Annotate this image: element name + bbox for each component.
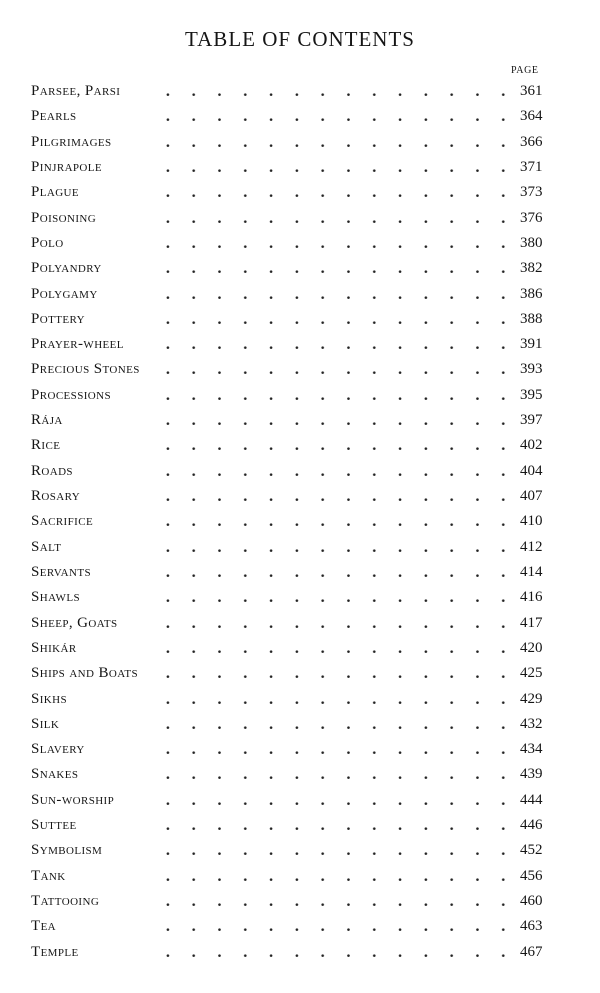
- toc-entry: [0, 459, 600, 484]
- dot-leader: [155, 130, 516, 155]
- toc-entry-page-number: 373: [520, 184, 543, 201]
- toc-entry-page-number: 388: [520, 310, 543, 327]
- toc-entry-page-number: 456: [520, 867, 543, 884]
- toc-entry: [0, 585, 600, 610]
- toc-entry-title: Sikhs: [31, 690, 68, 707]
- dot-leader: [155, 762, 516, 787]
- toc-entry: [0, 307, 600, 332]
- toc-entry-title: Sacrifice: [31, 513, 94, 530]
- toc-entry-page-number: 407: [520, 488, 543, 504]
- toc-entry-title: Rája: [31, 412, 63, 429]
- toc-entry-title: Silk: [31, 715, 60, 732]
- toc-entry-title: Prayer-wheel: [31, 336, 124, 353]
- toc-entry: [0, 79, 600, 104]
- toc-entry: [0, 687, 600, 712]
- toc-entry-page-number: 414: [520, 563, 543, 580]
- toc-entry: [0, 864, 600, 889]
- toc-entry: [0, 737, 600, 762]
- toc-entry-title: Roads: [31, 462, 73, 479]
- dot-leader: [155, 712, 516, 737]
- toc-entry-page-number: 446: [520, 817, 543, 834]
- dot-leader: [155, 307, 516, 332]
- toc-entry-page-number: 432: [520, 715, 543, 732]
- toc-entry-title: Precious Stones: [31, 361, 140, 378]
- toc-entry-page-number: 420: [520, 639, 543, 656]
- dot-leader: [155, 585, 516, 610]
- toc-entry: [0, 535, 600, 560]
- toc-entry-page-number: 463: [520, 918, 543, 935]
- toc-entry: [0, 762, 600, 787]
- toc-entry-title: Rice: [31, 437, 61, 454]
- toc-entry: [0, 611, 600, 636]
- dot-leader: [155, 560, 516, 585]
- toc-entry-page-number: 439: [520, 766, 543, 783]
- page-title: TABLE OF CONTENTS: [185, 27, 415, 51]
- dot-leader: [155, 864, 516, 889]
- toc-entry-title: Parsee, Parsi: [31, 83, 121, 99]
- toc-entry-title: Tattooing: [31, 893, 100, 909]
- dot-leader: [155, 231, 516, 256]
- dot-leader: [155, 636, 516, 661]
- page-column-header: PAGE: [511, 65, 539, 76]
- toc-entry-page-number: 402: [520, 437, 543, 454]
- toc-entry-page-number: 371: [520, 158, 543, 175]
- dot-leader: [155, 889, 516, 914]
- dot-leader: [155, 838, 516, 863]
- toc-entry: [0, 712, 600, 737]
- toc-entry-page-number: 412: [520, 538, 543, 555]
- dot-leader: [155, 611, 516, 636]
- toc-entry-page-number: 429: [520, 690, 543, 707]
- toc-entry-title: Shikár: [31, 639, 77, 656]
- dot-leader: [155, 788, 516, 813]
- toc-entry: [0, 484, 600, 509]
- toc-entry: [0, 180, 600, 205]
- toc-entry-page-number: 395: [520, 386, 543, 403]
- dot-leader: [155, 535, 516, 560]
- toc-entry-title: Pearls: [31, 108, 77, 125]
- toc-entry-title: Slavery: [31, 741, 85, 758]
- toc-entry: [0, 332, 600, 357]
- toc-entry: [0, 383, 600, 408]
- toc-entry: [0, 206, 600, 231]
- toc-entry: [0, 256, 600, 281]
- dot-leader: [155, 737, 516, 762]
- toc-entry: [0, 560, 600, 585]
- toc-entry-page-number: 393: [520, 361, 543, 378]
- toc-entry-title: Pinjrapole: [31, 158, 103, 175]
- toc-entry: [0, 282, 600, 307]
- toc-entry: [0, 433, 600, 458]
- dot-leader: [155, 687, 516, 712]
- dot-leader: [155, 332, 516, 357]
- dot-leader: [155, 914, 516, 939]
- dot-leader: [155, 206, 516, 231]
- toc-entry-title: Rosary: [31, 488, 81, 504]
- toc-list: [0, 79, 600, 965]
- toc-entry-title: Poisoning: [31, 209, 97, 226]
- toc-entry-title: Salt: [31, 538, 62, 555]
- toc-entry-page-number: 460: [520, 893, 543, 909]
- dot-leader: [155, 104, 516, 129]
- dot-leader: [155, 484, 516, 509]
- toc-entry-title: Pilgrimages: [31, 133, 112, 150]
- toc-entry-page-number: 382: [520, 260, 543, 277]
- toc-entry: [0, 104, 600, 129]
- dot-leader: [155, 383, 516, 408]
- dot-leader: [155, 256, 516, 281]
- dot-leader: [155, 459, 516, 484]
- toc-entry-page-number: 452: [520, 842, 543, 859]
- toc-entry-page-number: 417: [520, 614, 543, 631]
- toc-entry-page-number: 364: [520, 108, 543, 125]
- toc-entry-title: Sheep, Goats: [31, 614, 118, 631]
- dot-leader: [155, 282, 516, 307]
- toc-entry-page-number: 434: [520, 741, 543, 758]
- dot-leader: [155, 661, 516, 686]
- toc-entry-page-number: 444: [520, 791, 543, 808]
- toc-entry-page-number: 404: [520, 462, 543, 479]
- dot-leader: [155, 813, 516, 838]
- dot-leader: [155, 357, 516, 382]
- toc-entry-page-number: 361: [520, 83, 543, 99]
- toc-entry: [0, 357, 600, 382]
- toc-entry-page-number: 416: [520, 589, 543, 606]
- toc-entry: [0, 788, 600, 813]
- toc-entry: [0, 838, 600, 863]
- toc-entry-page-number: 425: [520, 665, 543, 682]
- toc-entry-page-number: 397: [520, 412, 543, 429]
- toc-entry: [0, 231, 600, 256]
- toc-entry: [0, 130, 600, 155]
- toc-entry-title: Plague: [31, 184, 80, 201]
- toc-entry-title: Ships and Boats: [31, 665, 139, 682]
- toc-entry: [0, 940, 600, 965]
- toc-entry-title: Tea: [31, 918, 57, 935]
- dot-leader: [155, 155, 516, 180]
- toc-entry: [0, 889, 600, 914]
- toc-entry-page-number: 410: [520, 513, 543, 530]
- toc-entry-title: Processions: [31, 386, 111, 403]
- toc-entry-page-number: 376: [520, 209, 543, 226]
- dot-leader: [155, 940, 516, 965]
- toc-entry-title: Tank: [31, 867, 66, 884]
- toc-entry: [0, 155, 600, 180]
- toc-entry: [0, 661, 600, 686]
- toc-entry: [0, 813, 600, 838]
- toc-entry: [0, 636, 600, 661]
- toc-entry-page-number: 366: [520, 133, 543, 150]
- toc-entry-title: Snakes: [31, 766, 79, 783]
- toc-entry-page-number: 380: [520, 234, 543, 251]
- toc-entry-title: Polyandry: [31, 260, 102, 277]
- toc-entry-page-number: 391: [520, 336, 543, 353]
- toc-entry-page-number: 386: [520, 285, 543, 302]
- dot-leader: [155, 180, 516, 205]
- toc-entry-title: Polo: [31, 234, 64, 251]
- toc-entry-title: Sun-worship: [31, 791, 115, 808]
- toc-entry-title: Suttee: [31, 817, 77, 834]
- dot-leader: [155, 408, 516, 433]
- toc-entry: [0, 408, 600, 433]
- toc-entry-title: Pottery: [31, 310, 85, 327]
- toc-entry-title: Symbolism: [31, 842, 103, 859]
- toc-entry-title: Shawls: [31, 589, 80, 606]
- toc-entry-title: Polygamy: [31, 285, 98, 302]
- dot-leader: [155, 509, 516, 534]
- toc-entry-title: Servants: [31, 563, 91, 580]
- toc-entry-page-number: 467: [520, 943, 543, 960]
- toc-entry-title: Temple: [31, 943, 79, 960]
- toc-entry: [0, 509, 600, 534]
- toc-entry: [0, 914, 600, 939]
- dot-leader: [155, 433, 516, 458]
- dot-leader: [155, 79, 516, 104]
